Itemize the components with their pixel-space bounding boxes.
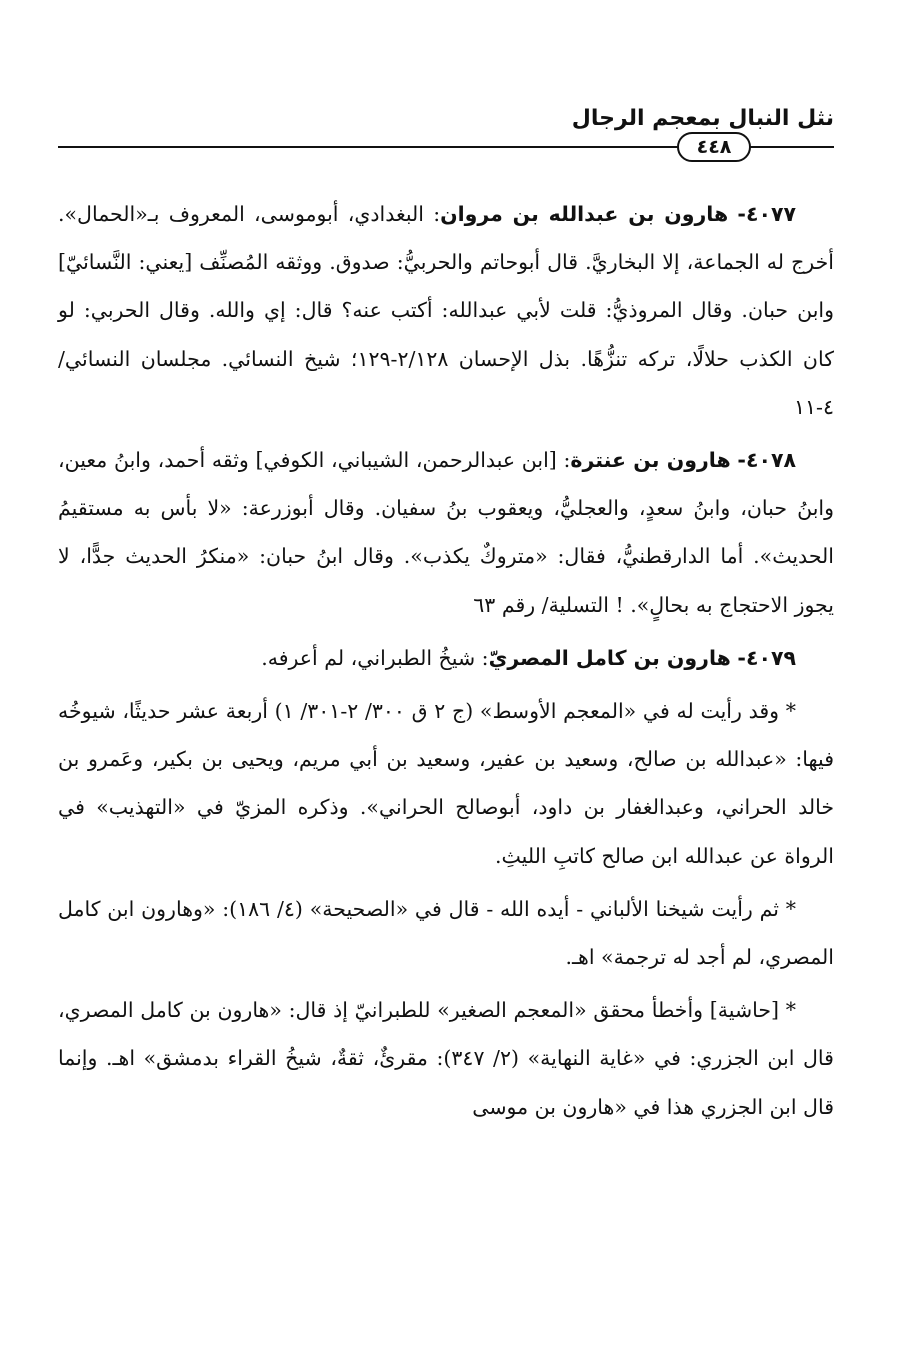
entry-name: هارون بن عنترة	[570, 448, 731, 473]
entry-name: هارون بن عبدالله بن مروان	[440, 202, 729, 226]
entry-name: هارون بن كامل المصريّ	[488, 645, 731, 670]
page-header	[58, 100, 834, 180]
page-number: ٤٤٨	[677, 132, 752, 162]
entry-4077	[58, 190, 834, 431]
entry-4079	[58, 634, 834, 682]
entry-number: ٤٠٧٨-	[737, 448, 796, 473]
page-body	[58, 190, 834, 1136]
note-paragraph: * [حاشية] وأخطأ محقق «المعجم الصغير» للطبرانيّ إذ قال: «هارون بن كامل المصري، قال ابن الجزري: في «غاية النهاية» (٢/ ٣٤٧): مقرئٌ، ثقةٌ، شيخُ القراء بدمشق» اهـ. وإنما قال ابن الجزري هذا في «هارون بن موسى	[58, 998, 834, 1119]
note-paragraph: * وقد رأيت له في «المعجم الأوسط» (ج ٢ ق ٣٠٠/ ٢-٣٠١/ ١) أربعة عشر حديثًا، شيوخُه فيها: «عبدالله بن صالح، وسعيد بن عفير، وسعيد بن أبي مريم، ويحيى بن بكير، وعَمرو بن خالد الحراني، وعبدالغفار بن داود، أبوصالح الحراني». وذكره المزيّ في «التهذيب» في الرواة عن عبدالله ابن صالح كاتبِ الليثِ.	[58, 699, 834, 868]
entry-number: ٤٠٧٧-	[737, 202, 796, 226]
entry-text: : [ابن عبدالرحمن، الشيباني، الكوفي] وثقه أحمد، وابنُ معين، وابنُ حبان، وابنُ سعدٍ، والعجليُّ، ويعقوب بنُ سفيان. وقال أبوزرعة: «لا بأس به مستقيمُ الحديث». أما الدارقطنيُّ، فقال: «متروكٌ يكذب». وقال ابنُ حبان: «منكرُ الحديث جدًّا، لا يجوز الاحتجاج به بحالٍ». ! التسلية/ رقم ٦٣	[58, 448, 834, 617]
entry-text: : شيخُ الطبراني، لم أعرفه.	[261, 645, 489, 670]
entry-4078	[58, 436, 834, 629]
note-paragraph: * ثم رأيت شيخنا الألباني - أيده الله - قال في «الصحيحة» (٤/ ١٨٦): «وهارون ابن كامل المصري، لم أجد له ترجمة» اهـ.	[58, 896, 834, 970]
entry-number: ٤٠٧٩-	[737, 645, 796, 670]
running-title: نثل النبال بمعجم الرجال	[571, 106, 834, 131]
entry-text: : البغدادي، أبوموسى، المعروف بـ«الحمال». أخرج له الجماعة، إلا البخاريَّ. قال أبوحاتم والحربيُّ: صدوق. ووثقه المُصنِّف [يعني: النَّسائيّ] وابن حبان. وقال المروذيُّ: قلت لأبي عبدالله: أكتب عنه؟ قال: إي والله. وقال الحربي: لو كان الكذب حلالًا، تركه تنزُّهًا. بذل الإحسان ٢/١٢٨-١٢٩؛ شيخ النسائي. مجلسان النسائي/ ٤-١١	[58, 202, 834, 419]
page-number-frame	[658, 132, 770, 162]
